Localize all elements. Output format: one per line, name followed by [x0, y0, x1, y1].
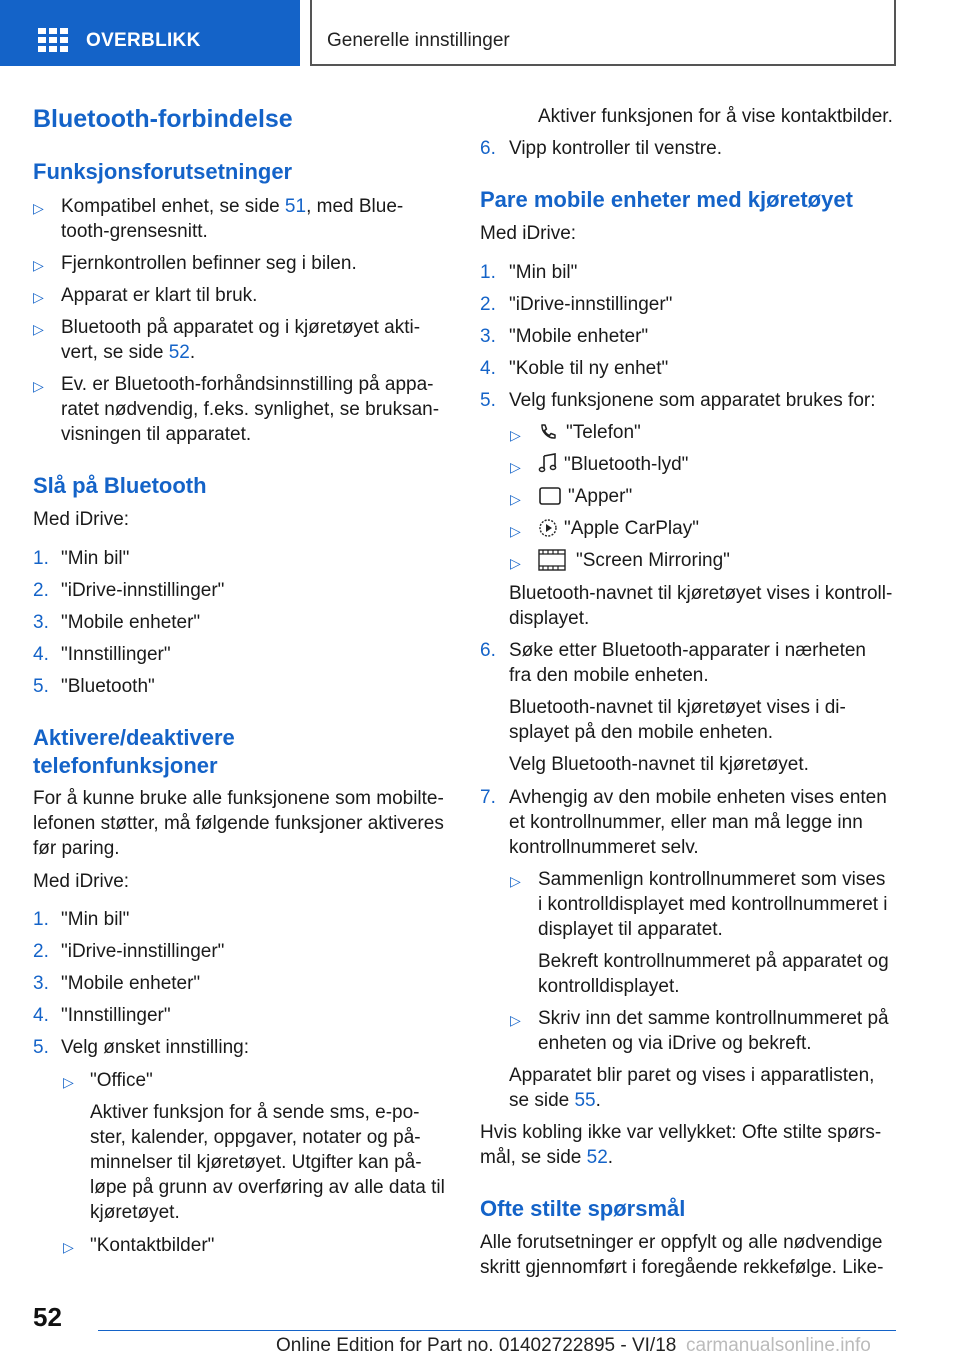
- faq-paragraph-cont: skritt gjennomført i foregående rekkefølge. Like-: [480, 1257, 884, 1278]
- watermark: carmanualsonline.info: [686, 1335, 871, 1356]
- compare-code-cont: i kontrolldisplayet med kontrollnummeret i: [538, 894, 888, 915]
- pair-step-7-cont: et kontrollnummer, eller man må legge inn: [509, 812, 863, 833]
- bullet-icon: ▷: [510, 427, 521, 443]
- contacts-desc: Aktiver funksjonen for å vise kontaktbilder.: [538, 106, 893, 127]
- requirement-4-cont: vert, se side 52.: [61, 342, 196, 363]
- bullet-icon: ▷: [33, 200, 44, 216]
- compare-code: Sammenlign kontrollnummeret som vises: [538, 869, 886, 890]
- office-desc: Aktiver funksjon for å sende sms, e-po-: [90, 1102, 420, 1123]
- apps-icon: [538, 486, 562, 506]
- page-title: Bluetooth-forbindelse: [33, 105, 293, 133]
- step-number: 3.: [480, 326, 496, 347]
- section-title-box: [310, 0, 896, 66]
- bt-step-1: "Min bil": [61, 548, 130, 569]
- requirement-4: Bluetooth på apparatet og i kjøretøyet akti-: [61, 317, 421, 338]
- bullet-icon: ▷: [510, 491, 521, 507]
- step-number: 2.: [33, 941, 49, 962]
- pair-step-6: Søke etter Bluetooth-apparater i nærheten: [509, 640, 866, 661]
- bluetooth-on-intro: Med iDrive:: [33, 509, 130, 530]
- page-header: [0, 0, 960, 66]
- func-apps: "Apper": [568, 486, 633, 507]
- act-step-5: Velg ønsket innstilling:: [61, 1037, 249, 1058]
- step-number: 2.: [480, 294, 496, 315]
- step-number: 5.: [33, 676, 49, 697]
- screen-mirroring-icon: [538, 549, 566, 571]
- footer-divider: [98, 1330, 896, 1331]
- page-link[interactable]: 55: [574, 1090, 596, 1111]
- pair-intro: Med iDrive:: [480, 223, 577, 244]
- page-link[interactable]: 51: [284, 196, 307, 217]
- act-step-2: "iDrive-innstillinger": [61, 941, 225, 962]
- func-mirror: "Screen Mirroring": [576, 550, 730, 571]
- bt-step-4: "Innstillinger": [61, 644, 171, 665]
- activate-heading: Aktivere/deaktivere: [33, 725, 235, 750]
- office-desc: minnelser til kjøretøyet. Utgifter kan på-: [90, 1152, 422, 1173]
- step-number: 3.: [33, 612, 49, 633]
- bullet-icon: ▷: [33, 378, 44, 394]
- bt-step-3: "Mobile enheter": [61, 612, 201, 633]
- act-step-4: "Innstillinger": [61, 1005, 171, 1026]
- pair-step-7: Avhengig av den mobile enheten vises enten: [509, 787, 887, 808]
- fail-note-cont: mål, se side 52.: [480, 1147, 614, 1168]
- confirm-code-cont: kontrolldisplayet.: [538, 976, 680, 997]
- step-number: 6.: [480, 138, 496, 159]
- pair-step-5: Velg funksjonene som apparatet brukes for:: [509, 390, 876, 411]
- requirement-5-cont: ratet nødvendig, f.eks. synlighet, se bruksan-: [61, 399, 440, 420]
- faq-paragraph: Alle forutsetninger er oppfylt og alle nødvendige: [480, 1232, 883, 1253]
- activate-paragraph-cont: lefonen støtter, må følgende funksjoner aktiveres: [33, 813, 444, 834]
- pair-step-6-note-cont: splayet på den mobile enheten.: [509, 722, 774, 743]
- requirement-5-cont: visningen til apparatet.: [61, 424, 252, 445]
- music-note-icon: [538, 452, 558, 474]
- func-carplay: "Apple CarPlay": [564, 518, 699, 539]
- activate-paragraph: For å kunne bruke alle funksjonene som mobilte-: [33, 788, 444, 809]
- page-number: 52: [33, 1302, 62, 1332]
- pair-step-6-select: Velg Bluetooth-navnet til kjøretøyet.: [509, 754, 809, 775]
- faq-heading: Ofte stilte spørsmål: [480, 1196, 686, 1221]
- activate-paragraph-cont: før paring.: [33, 838, 120, 859]
- carplay-icon: [538, 518, 558, 538]
- footer-edition: Online Edition for Part no. 01402722895 - VI/18: [276, 1335, 677, 1356]
- bullet-icon: ▷: [510, 459, 521, 475]
- requirement-1-cont: tooth-grensesnitt.: [61, 221, 208, 242]
- phone-icon: [538, 422, 558, 442]
- act-step-1: "Min bil": [61, 909, 130, 930]
- pair-step-7-cont: kontrollnummeret selv.: [509, 837, 699, 858]
- pair-step-6-cont: fra den mobile enheten.: [509, 665, 709, 686]
- overview-tab[interactable]: [0, 0, 300, 66]
- step-number: 2.: [33, 580, 49, 601]
- step-number: 6.: [480, 640, 496, 661]
- page-link[interactable]: 52: [168, 342, 190, 363]
- page-link[interactable]: 52: [586, 1147, 608, 1168]
- bullet-icon: ▷: [63, 1239, 74, 1255]
- bullet-icon: ▷: [33, 257, 44, 273]
- requirements-heading: Funksjonsforutsetninger: [33, 159, 293, 184]
- office-desc: løpe på grunn av overføring av alle data til: [90, 1177, 445, 1198]
- enter-code: Skriv inn det samme kontrollnummeret på: [538, 1008, 889, 1029]
- step-number: 7.: [480, 787, 496, 808]
- step-number: 1.: [480, 262, 496, 283]
- requirement-2: Fjernkontrollen befinner seg i bilen.: [61, 253, 357, 274]
- step-number: 3.: [33, 973, 49, 994]
- pair-step-1: "Min bil": [509, 262, 578, 283]
- bullet-icon: ▷: [63, 1074, 74, 1090]
- activate-heading-cont: telefonfunksjoner: [33, 753, 218, 778]
- bt-step-2: "iDrive-innstillinger": [61, 580, 225, 601]
- section-title: Generelle innstillinger: [327, 30, 510, 51]
- step-number: 5.: [33, 1037, 49, 1058]
- bt-name-note: Bluetooth-navnet til kjøretøyet vises i kontroll-: [509, 583, 893, 604]
- step-number: 4.: [33, 644, 49, 665]
- enter-code-cont: enheten og via iDrive og bekreft.: [538, 1033, 812, 1054]
- confirm-code: Bekreft kontrollnummeret på apparatet og: [538, 951, 889, 972]
- bt-step-5: "Bluetooth": [61, 676, 155, 697]
- requirement-3: Apparat er klart til bruk.: [61, 285, 258, 306]
- requirement-5: Ev. er Bluetooth-forhåndsinnstilling på appa-: [61, 374, 434, 395]
- step-number: 1.: [33, 909, 49, 930]
- bullet-icon: ▷: [510, 1012, 521, 1028]
- bullet-icon: ▷: [510, 523, 521, 539]
- bullet-icon: ▷: [510, 555, 521, 571]
- func-audio: "Bluetooth-lyd": [564, 454, 689, 475]
- pair-step-3: "Mobile enheter": [509, 326, 649, 347]
- pair-heading: Pare mobile enheter med kjøretøyet: [480, 187, 853, 212]
- step-number: 4.: [33, 1005, 49, 1026]
- bullet-icon: ▷: [33, 289, 44, 305]
- overview-tab-label: OVERBLIKK: [86, 30, 201, 51]
- pair-step-6-note: Bluetooth-navnet til kjøretøyet vises i di-: [509, 697, 846, 718]
- pair-step-4: "Koble til ny enhet": [509, 358, 669, 379]
- activate-intro: Med iDrive:: [33, 871, 130, 892]
- bullet-icon: ▷: [510, 873, 521, 889]
- bullet-icon: ▷: [33, 321, 44, 337]
- step-number: 1.: [33, 548, 49, 569]
- func-telefon: "Telefon": [566, 422, 641, 443]
- pair-step-2: "iDrive-innstillinger": [509, 294, 673, 315]
- bluetooth-on-heading: Slå på Bluetooth: [33, 473, 207, 498]
- fail-note: Hvis kobling ikke var vellykket: Ofte stilte spørs-: [480, 1122, 882, 1143]
- office-desc: kjøretøyet.: [90, 1202, 180, 1223]
- paired-result-cont: se side 55.: [509, 1090, 601, 1111]
- step-number: 5.: [480, 390, 496, 411]
- step-number: 4.: [480, 358, 496, 379]
- office-option: "Office": [90, 1070, 153, 1091]
- compare-code-cont: displayet til apparatet.: [538, 919, 723, 940]
- bt-name-note-cont: displayet.: [509, 608, 590, 629]
- requirement-1: Kompatibel enhet, se side 51, med Blue-: [61, 196, 404, 217]
- act-step-3: "Mobile enheter": [61, 973, 201, 994]
- act-step-6: Vipp kontroller til venstre.: [509, 138, 722, 159]
- contacts-option: "Kontaktbilder": [90, 1235, 215, 1256]
- office-desc: ster, kalender, oppgaver, notater og på-: [90, 1127, 421, 1148]
- paired-result: Apparatet blir paret og vises i apparatlisten,: [509, 1065, 875, 1086]
- grid-icon: [38, 28, 68, 52]
